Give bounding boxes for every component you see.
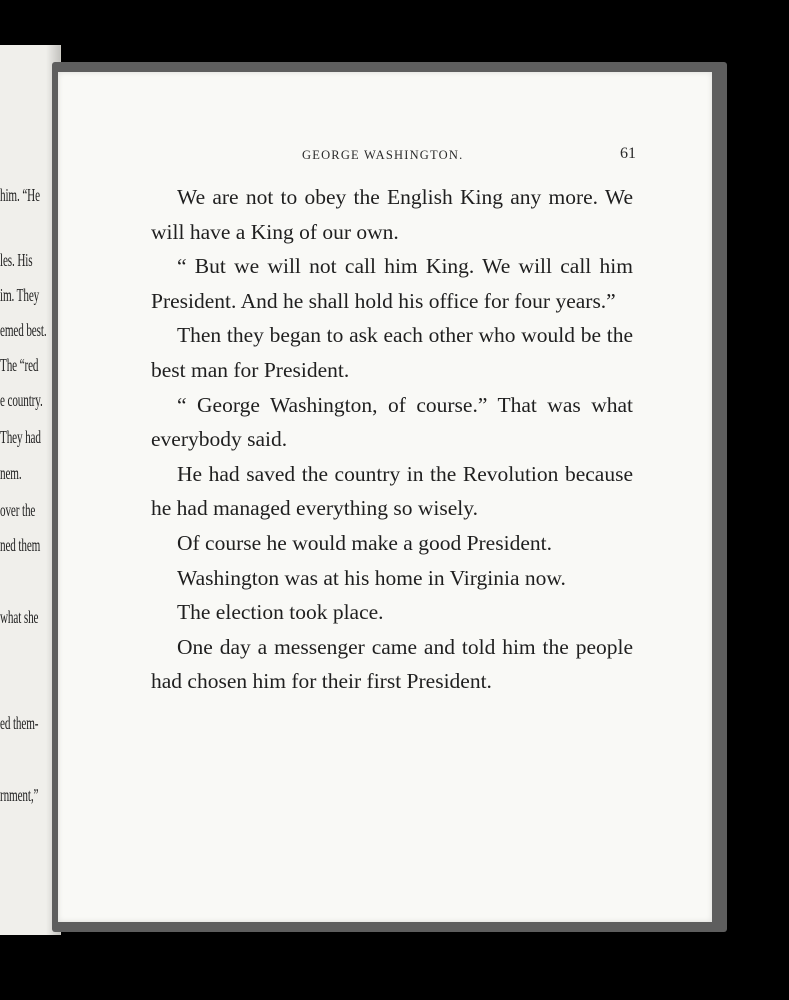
paragraph: He had saved the country in the Revolution because he had managed everything so wisely. (151, 461, 633, 521)
facing-page-fragment: him. “He (0, 185, 40, 205)
facing-page-fragment: ned them (0, 535, 41, 555)
paragraph: Then they began to ask each other who would be the best man for President. (151, 323, 633, 382)
paragraph: Of course he would make a good President. (177, 530, 552, 555)
paragraph: “ George Washington, of course.” That was what everybody said. (151, 392, 633, 452)
body-text (151, 180, 633, 699)
facing-page-fragment: nem. (0, 463, 22, 483)
paragraph: The election took place. (177, 600, 384, 625)
facing-page-fragment: les. His (0, 250, 33, 270)
paragraph: One day a messenger came and told him the people had chosen him for their first President. (151, 634, 633, 694)
page-number: 61 (620, 145, 636, 162)
running-head (58, 145, 712, 172)
paragraph: We are not to obey the English King any more. We will have a King of our own. (151, 185, 633, 244)
facing-page-fragment: rnment,” (0, 785, 39, 805)
facing-page-fragment: over the (0, 500, 36, 520)
paragraph: Washington was at his home in Virginia now. (177, 565, 566, 590)
facing-page-fragment: emed best. (0, 320, 47, 340)
facing-page-fragment: im. They (0, 285, 40, 305)
facing-page-fragment: what she (0, 607, 39, 627)
book-page (58, 72, 712, 922)
facing-page-fragment: e country. (0, 390, 43, 410)
facing-page-fragment: The “red (0, 355, 39, 375)
paragraph: “ But we will not call him King. We will call him President. And he shall hold his office for four years.” (151, 254, 633, 313)
facing-page-fragment: ed them- (0, 713, 39, 733)
facing-page-fragment: They had (0, 427, 41, 447)
running-title: GEORGE WASHINGTON. (302, 148, 464, 162)
